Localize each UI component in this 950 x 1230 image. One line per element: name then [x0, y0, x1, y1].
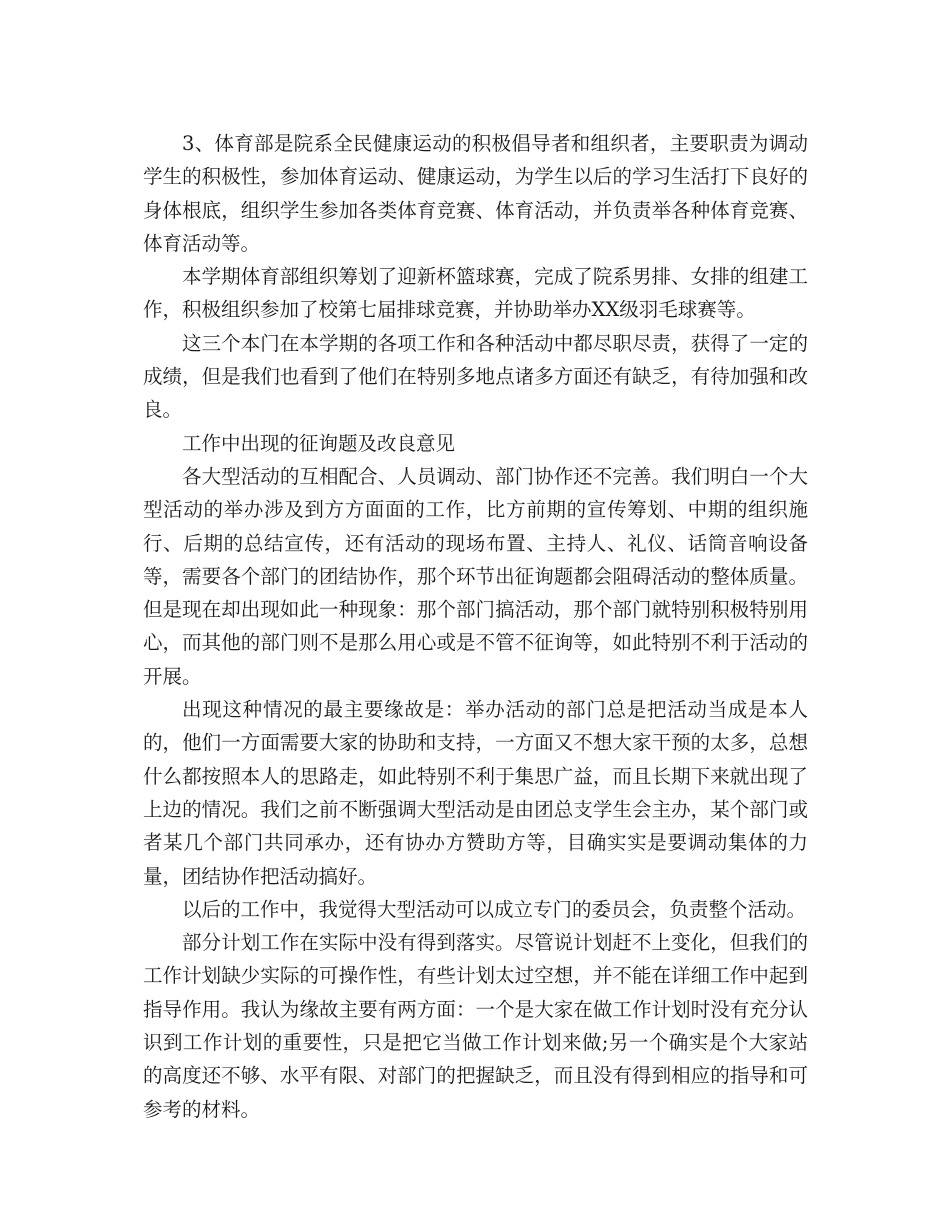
- paragraph-work-plan: 部分计划工作在实际中没有得到落实。尽管说计划赶不上变化，但我们的工作计划缺少实际的可操作性，有些计划太过空想，并不能在详细工作中起到指导作用。我认为缘故主要有两方面：一个是大家在做工作计划时没有充分认识到工作计划的重要性，只是把它当做工作计划来做;另一个确实是个大家站的高度还不够、水平有限、对部门的把握缺乏，而且没有得到相应的指导和可参考的材料。: [143, 931, 808, 1121]
- paragraph-cooperation: 各大型活动的互相配合、人员调动、部门协作还不完善。我们明白一个大型活动的举办涉及到方方面面的工作，比方前期的宣传筹划、中期的组织施行、后期的总结宣传，还有活动的现场布置、主持人、礼仪、话筒音响设备等，需要各个部门的团结协作，那个环节出征询题都会阻碍活动的整体质量。但是现在却出现如此一种现象：那个部门搞活动，那个部门就特别积极特别用心，而其他的部门则不是那么用心或是不管不征询等，如此特别不利于活动的开展。: [143, 464, 808, 688]
- section-heading-problems: 工作中出现的征询题及改良意见: [182, 431, 456, 455]
- paragraph-three-departments: 这三个本门在本学期的各项工作和各种活动中都尽职尽责，获得了一定的成绩，但是我们也看到了他们在特别多地点诸多方面还有缺乏，有待加强和改良。: [143, 331, 808, 422]
- document-body: [143, 127, 808, 1126]
- paragraph-sports-department: 3、体育部是院系全民健康运动的积极倡导者和组织者，主要职责为调动学生的积极性，参加体育运动、健康运动，为学生以后的学习生活打下良好的身体根底，组织学生参加各类体育竞赛、体育活动，并负责举各种体育竞赛、体育活动等。: [143, 132, 808, 255]
- paragraph-committee: 以后的工作中，我觉得大型活动可以成立专门的委员会，负责整个活动。: [182, 897, 807, 921]
- paragraph-main-reason: 出现这种情况的最主要缘故是：举办活动的部门总是把活动当成是本人的，他们一方面需要大家的协助和支持，一方面又不想大家干预的太多，总想什么都按照本人的思路走，如此特别不利于集思广益，而且长期下来就出现了上边的情况。我们之前不断强调大型活动是由团总支学生会主办，某个部门或者某几个部门共同承办，还有协办方赞助方等，目确实实是要调动集体的力量，团结协作把活动搞好。: [143, 698, 808, 888]
- paragraph-sports-activities: 本学期体育部组织筹划了迎新杯篮球赛，完成了院系男排、女排的组建工作，积极组织参加了校第七届排球竞赛，并协助举办XX级羽毛球赛等。: [143, 265, 808, 322]
